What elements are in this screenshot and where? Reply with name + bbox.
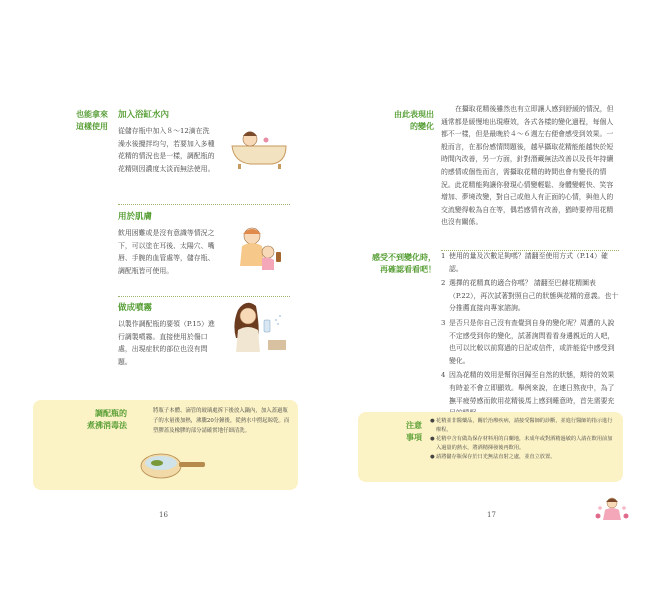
section-title-bath: 加入浴缸水內 (118, 110, 170, 120)
faq-item-text: 使用的量及次數足夠嗎？請翻至使用方式（P.14）確認。 (449, 252, 608, 273)
page-number-right: 17 (487, 511, 496, 519)
spray-girl-illustration (228, 298, 290, 360)
note-item-text: 請將儲存瓶保存於日光無法直射之處，並直立放置。 (436, 454, 556, 460)
section-title-spray: 做成噴霧 (118, 303, 153, 313)
faq-item-number: 3 (441, 318, 446, 327)
faq-item (441, 250, 621, 275)
bullet-icon: ● (430, 418, 435, 424)
page-number-left: 16 (159, 511, 168, 519)
faq-item (441, 317, 621, 367)
section-text-bath: 從儲存瓶中加入８～12滴在洗澡水後攪拌均勻，若要加入多種花精的情況也是一樣，調配瓶的花精則因濃度太淡而無法使用。 (118, 127, 215, 173)
faq-item-text: 因為花精的效用是幫你回歸至自然的狀態，期待的效果有時並不會立即顯效。舉例來說，在連日熬夜中，為了撫平疲勞感而飲用花精後馬上感到睡意時，首先需要充 (449, 371, 615, 405)
change-heading: 由此表現出 的變化 (394, 110, 434, 131)
sterilization-box (33, 400, 298, 490)
note-item (430, 435, 616, 453)
faq-heading: 感受不到變化時， 再確認看看吧！ (372, 253, 436, 274)
note-item-text: 花精中含有做為保存材料用的白蘭地，未成年或對酒精過敏的人請在飲用前加入過量的熱水，將酒精揮發後再飲用。 (436, 436, 613, 451)
section-title-skin: 用於肌膚 (118, 212, 153, 222)
note-item-text: 花精並非醫藥品，關於治療疾病，請接受醫師的診斷，並進行醫師的指示進行療程。 (436, 418, 613, 433)
section-text-skin: 飲用困難或是沒有意識等情況之下，可以塗在耳後、太陽穴、嘴唇、手腕的血管處等，儲存瓶、調配瓶皆可使用。 (118, 229, 215, 275)
sterilization-text: 將瓶子本體、滴管的玻璃處拆下後放入鍋內，加入蓋過瓶子的水量後加熱，沸騰20分鐘後，從熱水中撈起晾乾。而塑膠蓋及橡膠的部分請確實地仔細清洗。 (153, 408, 290, 434)
left-side-heading: 也能拿來 這樣使用 (76, 110, 108, 131)
notes-box (358, 412, 623, 482)
faq-item-text: 是否只是你自己沒有查覺到自身的變化呢？周遭的人說不定感受到你的變化，試著詢問看看身邊親近的人吧，也可以比較以前寫過的日記或信件，或許能從中感受到變化。 (449, 318, 615, 365)
faq-item-number: 1 (441, 252, 446, 260)
bath-illustration (228, 122, 290, 174)
faq-item-number: 2 (441, 279, 446, 288)
bullet-icon: ● (430, 454, 435, 460)
faq-item-text: 選擇的花精真的適合你嗎？ 請翻至巴赫花精圖表（P.22），再次試著對照自己的狀態與花精的意義。也十分推薦直接向專家諮詢。 (449, 279, 619, 313)
notes-list (430, 417, 616, 462)
faq-list (441, 250, 621, 420)
bullet-icon: ● (430, 436, 435, 442)
faq-item (441, 277, 621, 315)
divider-1 (118, 204, 290, 205)
mother-child-illustration (230, 222, 288, 278)
faq-item-number: 4 (441, 371, 446, 380)
note-item (430, 417, 616, 435)
notes-heading: 注意 事項 (406, 421, 422, 442)
flower-girl-illustration (594, 494, 630, 528)
divider-2 (118, 296, 290, 297)
note-item (430, 453, 616, 462)
section-text-spray: 以製作調配瓶的要領（P.15）進行調製噴霧。直接使用於傷口處，出現症狀的部位也沒有問題。 (118, 320, 215, 366)
change-text: 在攝取花精後雖然也有立即讓人感到舒緩的情況，但通常都是緩慢地出現療效，各式各樣的變化過程，每個人都不一樣，但是最晚於４～６週左右便會感受到效果。一般而言，在那份感情問題後，越早攝取花精能能越快於短時間內改善，另一方面，針對潛藏無法改善以及長年持續的感情或個性而言，需攝取花精的時間也會有變長的情況。此花精能夠讓你發現心情變輕鬆、身體變輕快、笑容增加、夢境改變，對自己或他人有正面的心情，與他人的交流變得較為自在等，偶若感情有改善，猶時要停用花精也沒有關係。 (441, 105, 614, 227)
saucepan-illustration (137, 448, 207, 488)
sterilization-heading: 調配瓶的 煮沸消毒法 (87, 409, 127, 430)
